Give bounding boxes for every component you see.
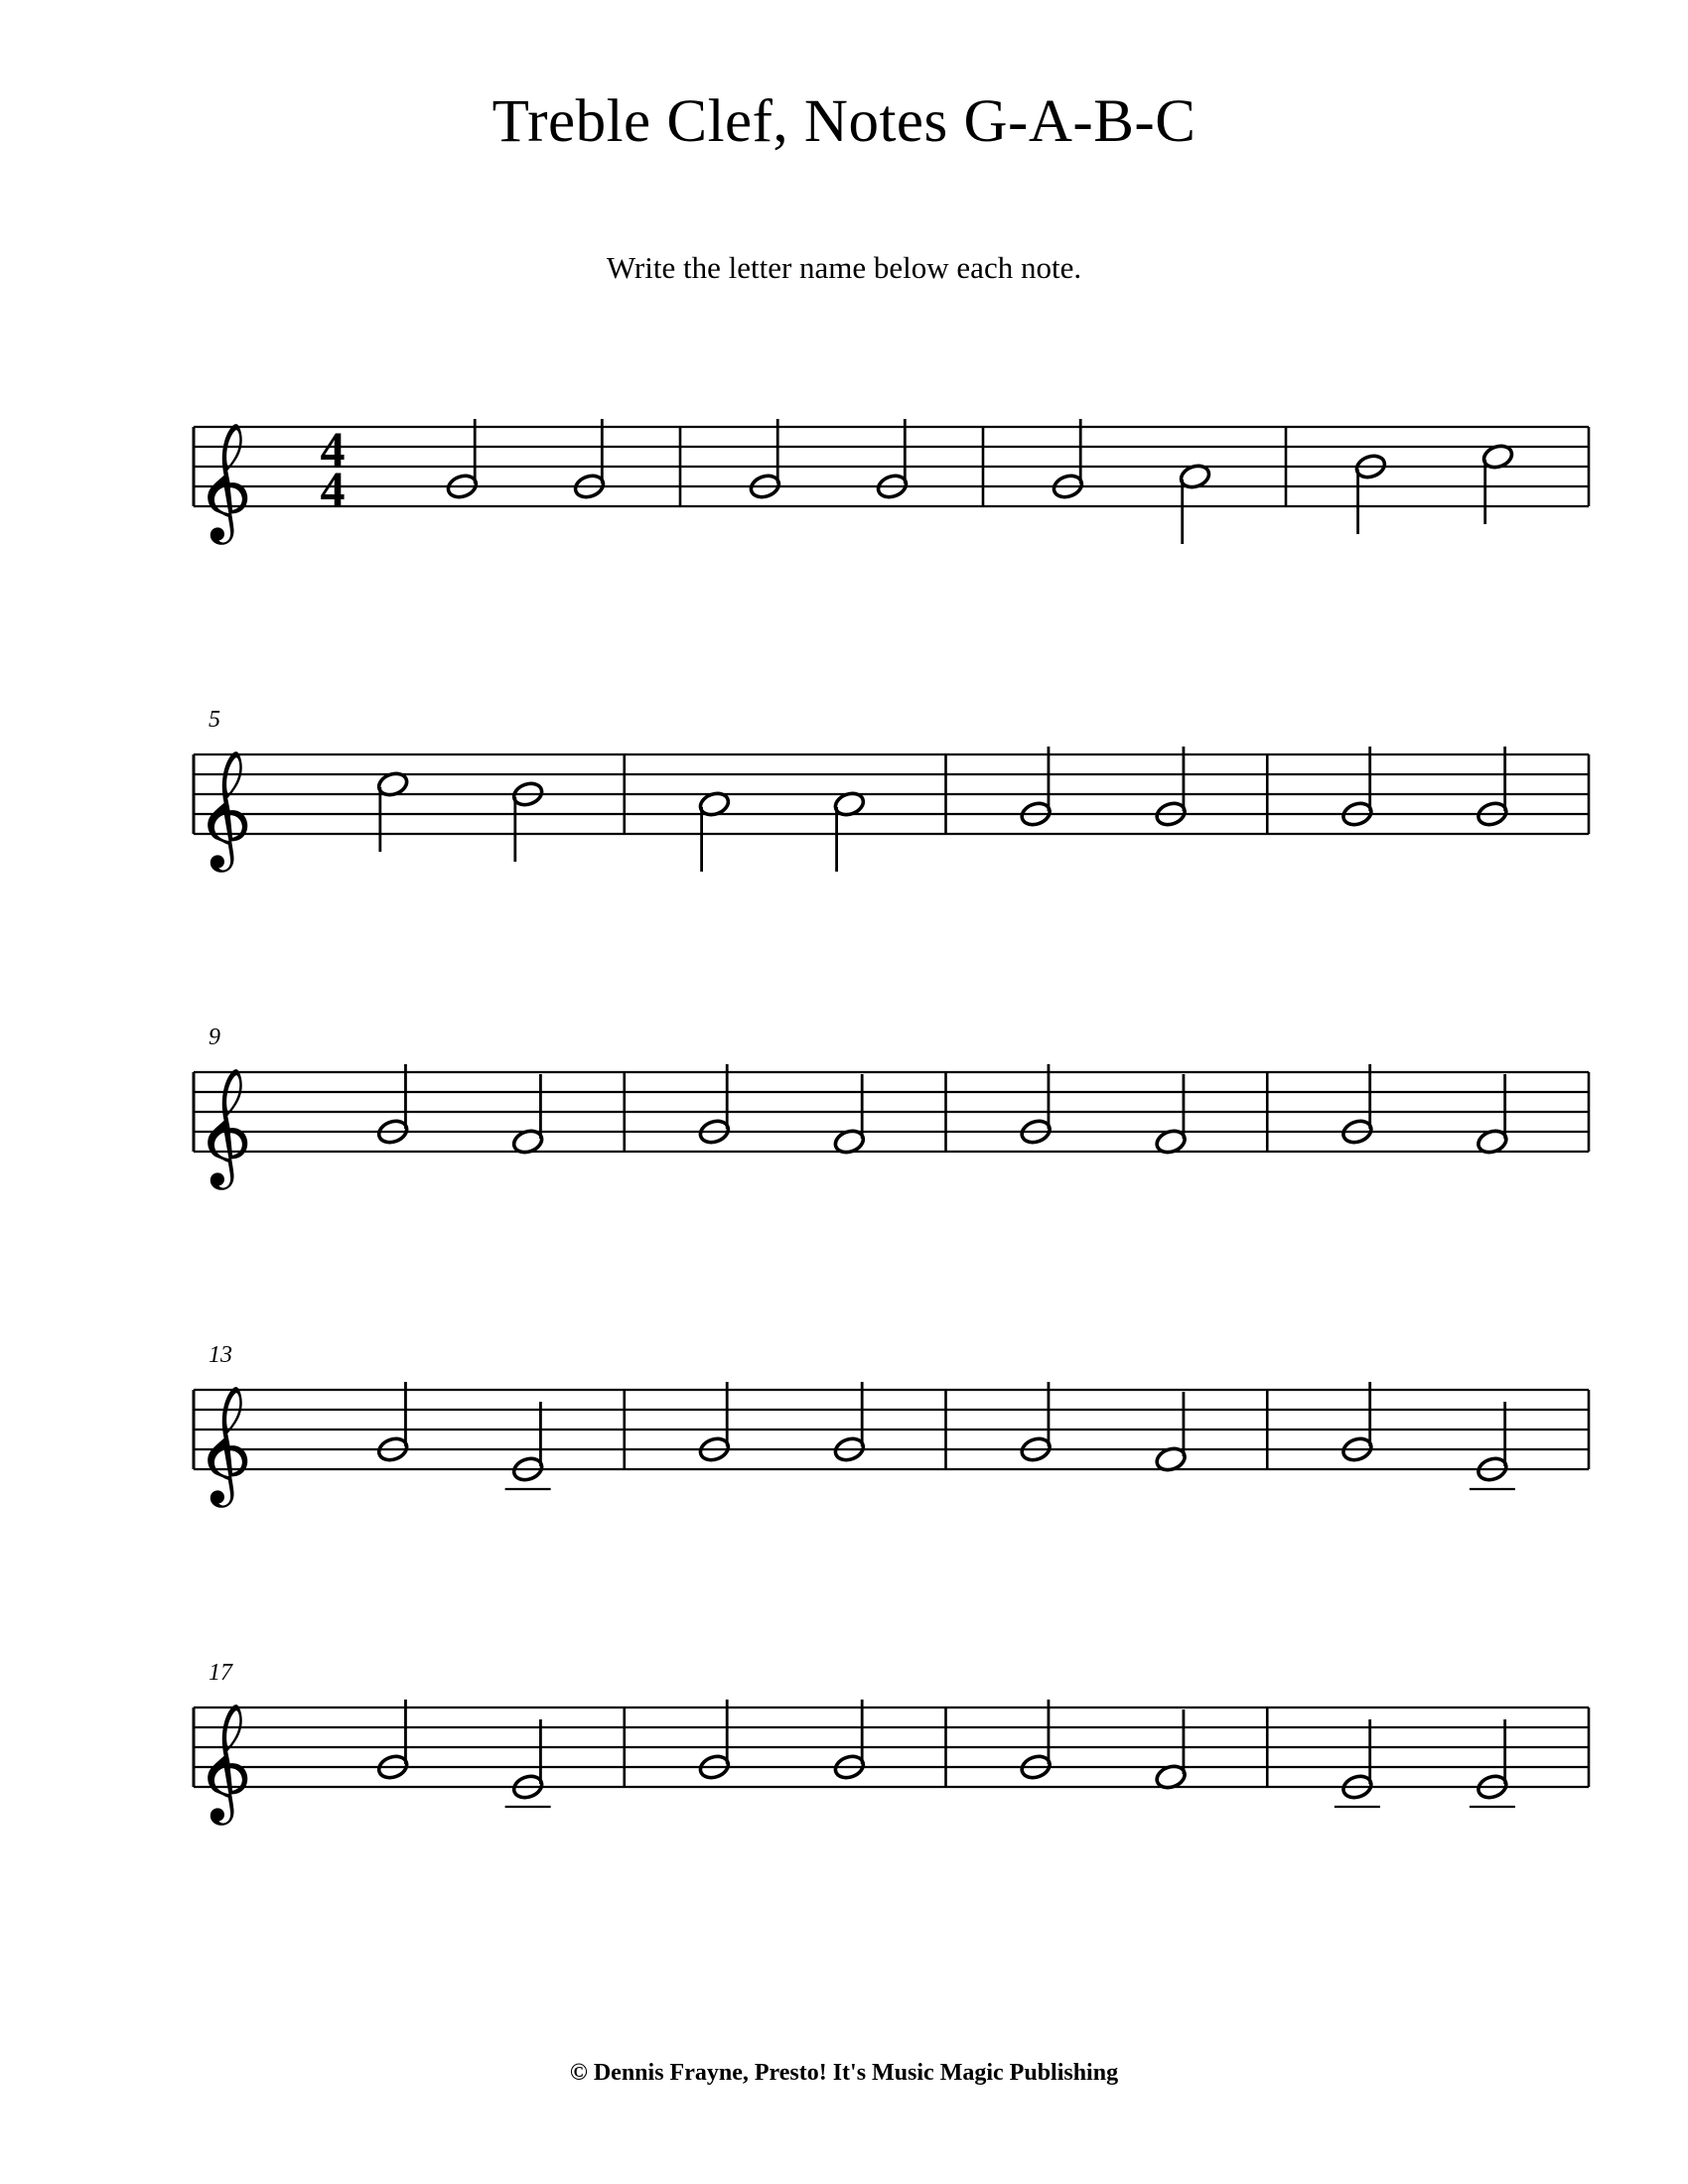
- note-g: [697, 1064, 731, 1146]
- note-g: [876, 419, 910, 500]
- instruction-text: Write the letter name below each note.: [606, 250, 1082, 285]
- note-g: [748, 419, 781, 500]
- note-g: [376, 1382, 410, 1463]
- note-e: [1340, 1719, 1374, 1801]
- note-g: [832, 1382, 866, 1463]
- treble-clef-icon: [208, 424, 247, 545]
- note-g: [376, 1064, 410, 1146]
- note-c: [1481, 443, 1515, 524]
- note-g: [573, 419, 607, 500]
- copyright-footer: © Dennis Frayne, Presto! It's Music Magic Publishing: [569, 2060, 1119, 2086]
- note-e: [511, 1719, 545, 1801]
- staff-system: [0, 635, 1688, 933]
- note-e: [511, 1402, 545, 1483]
- staff-system: [0, 1271, 1688, 1569]
- note-e: [1476, 1402, 1509, 1483]
- note-f: [1154, 1074, 1188, 1156]
- measure-number: 13: [209, 1342, 232, 1368]
- staff-system: [0, 308, 1688, 606]
- staff-system: [0, 953, 1688, 1251]
- note-g: [1340, 1382, 1374, 1463]
- note-g: [1019, 1382, 1053, 1463]
- note-g: [376, 1700, 410, 1781]
- note-g: [697, 1382, 731, 1463]
- svg-text:4: 4: [320, 421, 346, 477]
- note-a: [1179, 463, 1212, 544]
- note-b: [1353, 453, 1387, 534]
- note-g: [697, 1700, 731, 1781]
- note-f: [1154, 1709, 1188, 1791]
- note-g: [1019, 1064, 1053, 1146]
- measure-number: 17: [209, 1660, 232, 1686]
- note-f: [511, 1074, 545, 1156]
- treble-clef-icon: [208, 751, 247, 873]
- staff-svg: [0, 953, 1688, 1251]
- measure-number: 9: [209, 1024, 220, 1050]
- note-c: [376, 770, 410, 852]
- note-g: [1019, 1700, 1053, 1781]
- note-g: [445, 419, 479, 500]
- treble-clef-icon: [208, 1705, 247, 1826]
- note-g: [1476, 747, 1509, 828]
- staff-svg: [0, 635, 1688, 933]
- note-g: [1154, 747, 1188, 828]
- note-f: [832, 1074, 866, 1156]
- note-a: [697, 790, 731, 872]
- page-title: Treble Clef, Notes G-A-B-C: [492, 88, 1196, 155]
- note-f: [1476, 1074, 1509, 1156]
- svg-text:4: 4: [320, 461, 346, 516]
- note-g: [1051, 419, 1084, 500]
- note-e: [1476, 1719, 1509, 1801]
- note-g: [1340, 1064, 1374, 1146]
- staff-svg: [0, 308, 1688, 606]
- note-g: [1019, 747, 1053, 828]
- note-f: [1154, 1392, 1188, 1473]
- staff-system: [0, 1588, 1688, 1886]
- treble-clef-icon: [208, 1387, 247, 1508]
- note-b: [511, 780, 545, 862]
- staff-svg: [0, 1271, 1688, 1569]
- treble-clef-icon: [208, 1069, 247, 1190]
- staff-svg: [0, 1588, 1688, 1886]
- measure-number: 5: [209, 707, 220, 733]
- note-g: [1340, 747, 1374, 828]
- note-a: [832, 790, 866, 872]
- note-g: [832, 1700, 866, 1781]
- time-signature: [321, 421, 346, 516]
